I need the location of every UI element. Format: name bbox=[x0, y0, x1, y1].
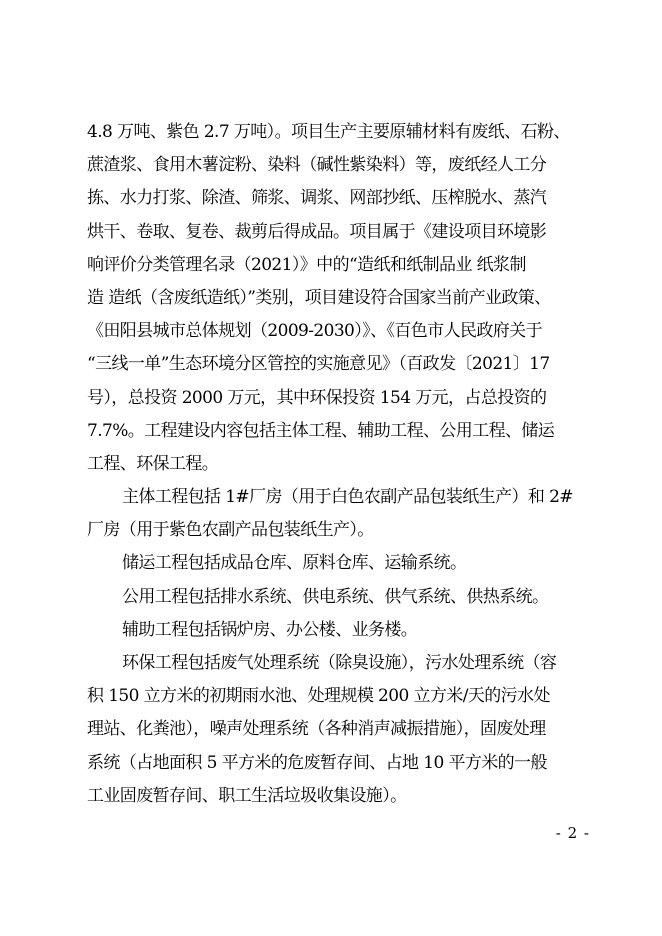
text-line: 厂房（用于紫色农副产品包装纸生产）。 bbox=[87, 520, 374, 541]
paragraph-environmental-works: 环保工程包括废气处理系统（除臭设施），污水处理系统（容 bbox=[122, 653, 557, 673]
text-line: 造 造纸（含废纸造纸）”类别，项目建设符合国家当前产业政策、 bbox=[87, 287, 551, 308]
text-line: 积 150 立方米的初期雨水池、处理规模 200 立方米/天的污水处 bbox=[87, 686, 550, 707]
page-number: - 2 - bbox=[555, 824, 590, 842]
text-line: “三线一单”生态环境分区管控的实施意见》（百政发〔2021〕17 bbox=[87, 354, 550, 375]
text-line: 7.7%。工程建设内容包括主体工程、辅助工程、公用工程、储运 bbox=[87, 420, 555, 441]
text-line: 4.8 万吨、紫色 2.7 万吨）。项目生产主要原辅材料有废纸、石粉、 bbox=[87, 122, 570, 142]
text-line: 蔗渣浆、食用木薯淀粉、染料（碱性紫染料）等，废纸经人工分 bbox=[87, 155, 547, 176]
document-body bbox=[87, 116, 587, 813]
text-line: 工业固废暂存间、职工生活垃圾收集设施）。 bbox=[87, 785, 407, 806]
text-line: 烘干、卷取、复卷、裁剪后得成品。项目属于《建设项目环境影 bbox=[87, 221, 547, 242]
paragraph-utility-works: 公用工程包括排水系统、供电系统、供气系统、供热系统。 bbox=[122, 586, 549, 607]
paragraph-storage-works: 储运工程包括成品仓库、原料仓库、运输系统。 bbox=[122, 553, 467, 574]
text-line: 拣、水力打浆、除渣、筛浆、调浆、网部抄纸、压榨脱水、蒸汽 bbox=[87, 188, 547, 209]
text-line: 工程、环保工程。 bbox=[87, 453, 219, 474]
paragraph-main-works: 主体工程包括 1#厂房（用于白色农副产品包装纸生产）和 2# bbox=[122, 487, 573, 508]
paragraph-auxiliary-works: 辅助工程包括锅炉房、办公楼、业务楼。 bbox=[122, 619, 418, 640]
text-line: 号），总投资 2000 万元，其中环保投资 154 万元，占总投资的 bbox=[87, 387, 547, 408]
text-line: 《田阳县城市总体规划（2009-2030）》、《百色市人民政府关于 bbox=[87, 321, 542, 342]
text-line: 理站、化粪池），噪声处理系统（各种消声减振措施），固废处理 bbox=[87, 719, 546, 740]
text-line: 响评价分类管理名录（2021）》中的“造纸和纸制品业 纸浆制 bbox=[87, 254, 526, 275]
text-line: 系统（占地面积 5 平方米的危废暂存间、占地 10 平方米的一般 bbox=[87, 752, 547, 773]
